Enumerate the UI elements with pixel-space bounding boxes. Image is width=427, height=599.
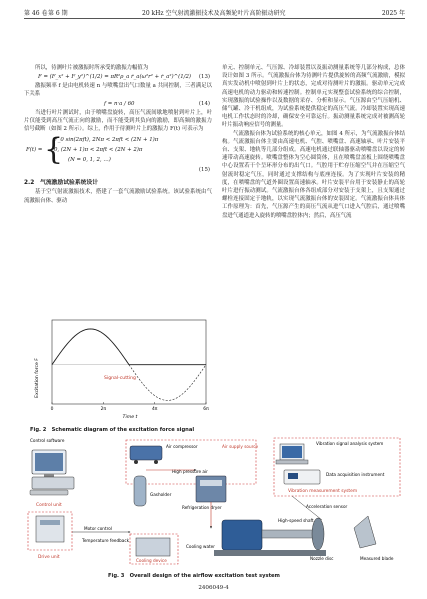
x-tick-label: 0 [50,407,54,412]
hs-shaft-label: High-speed shaft [278,518,314,523]
right-para-2: 气流激振台体为试验系统的核心单元，如图 4 所示，为气流激振台体结构。气流激振台体主要由高速电机、气腔、喷嘴盘、高速轴承、叶片安装平台、支架、地轨等几部分组成。高速电机通过联轴器驱动喷嘴盘以设定的转速带动高速旋转。喷嘴盘整体为空心圆筒体，且在喷嘴盘盖板上围绕喷嘴盘中心设置若干个呈环形分布的出气口。气腔用于贮存压缩空气并在压缩空气射流时稳定气压，同时通过支撑结构与底座连接。为了实现叶片安装的精度，在喷嘴盘的气道外圈设置高速轴承。叶片安装平台用于安装静止的高轮叶片进行振动测试。气流激振台体各组成部分对安装于支架上，且支架通过螺栓连接固定于地轨，以实现气流激振台体的安装固定。气流激振台体具体工作原理为：首先，气压源产生的高压气流从进气口进入气腔后，通过喷嘴盘进气通道进入旋转的喷嘴盘腔体内；然后，高压气流 [222,130,405,219]
high-pressure-air-label: High pressure air [172,469,208,474]
equation-14-text: f = n·a / 60 [104,100,135,107]
header-title: 20 kHz 空气射流激振技术及高频轮叶片高阶振动研究 [142,10,286,17]
section-heading: 2.2 气流激励试验系统设计 [24,180,99,187]
analysis-laptop-icon [276,444,308,464]
page-footer: 2406049-4 [198,585,229,591]
right-column [222,64,405,220]
refrigeration-dryer-icon [196,476,226,502]
left-para-3: 当进行叶片测试时，由于喷嘴盘旋转，高压气流间歇地喷射到叶片上，叶片仅能受到高压气流正向的激励，而不能受到其负向的激励，即高频的激振力信号截断（如图 2 所示）。综上，作用于待测叶片上的激振力 F(t) 可表示为 [24,109,212,133]
left-column [24,64,212,205]
figure-2-ticks [51,402,209,412]
cooling-unit-icon [136,538,170,556]
equation-13-number: (13) [198,74,210,81]
cut-off-negative-half [129,365,206,401]
figure-2-ylabel: Excitation force F [35,358,40,398]
drive-cabinet-icon [36,516,64,542]
x-tick-label: 2π [100,407,107,412]
measured-blade-label: Measured blade [360,556,394,561]
signal-cutting-label: Signal-cutting [104,376,136,381]
x-tick-label: 6π [203,407,209,412]
equation-15-lhs: F(t) = [26,147,43,154]
header-rule [24,18,405,19]
figure-2-chart [24,316,212,420]
temperature-feedback-label: Temperature feedback [82,538,130,543]
right-para-1: 单元、控制单元、气压源、冷却装置以及振动测量系统等几部分构成，总体设计如图 3 所示。气流激振台体为待测叶片提供旋转的高频气流激励，模拟真实发动机中喷射到叶片上的状态，完成对待测叶片的激振。驱动单元完成高速电机的动力驱动和转速控制。控制单元实现整套试验系统的综合控制，实现激振的试验操作以及数据的采存、分析和显示。气压源由空气压缩机、储气罐、冷干机组成，为试验系统提供稳定的高压气流。冷却装置实现高速电机工作状态时的冷却，确保安全可靠运行。振动测量系统完成对被测高轮叶片振动响应信号的测量。 [222,65,405,129]
header-year: 2025 年 [381,10,405,17]
vibration-analysis-label: Vibration signal analysis system [316,441,384,446]
control-unit-label: Control unit [36,503,62,508]
daq-instrument-icon [284,470,320,484]
excitation-signal-line [52,329,206,365]
drive-unit-label: Drive unit [38,555,60,560]
refrigeration-dryer-label: Refrigeration dryer [182,505,222,510]
figure-3-diagram [26,436,404,568]
motor-control-label: Motor control [84,526,112,531]
control-computer-icon [30,450,74,495]
cooling-water-label: Cooling water [186,544,215,549]
left-para-4: 基于空气射流激振技术，搭建了一套气流激励试验系统。该试验系统由气流激振台体、驱动 [24,189,212,204]
figure-2-axes [52,320,206,404]
equation-14 [24,99,212,109]
figure-2-caption: Fig. 2 Schematic diagram of the excitation force signal [30,427,195,433]
figure-2-xlabel: Time t [122,415,138,420]
gasholder-icon [134,476,146,506]
equation-13-text: F = (F_x² + F_y²)^(1/2) = πR²ρ_a ṙ_a(ω²r² + ṙ_a²)^(1/2) [38,74,191,81]
figure-3-caption: Fig. 3 Overall design of the airflow excitation test system [108,573,280,579]
gasholder-label: Gasholder [150,492,172,497]
header-volume: 第 46 卷 [24,10,48,17]
left-para-1: 所以，待测叶片被激振时所承受的激振力幅值为 [35,65,149,71]
test-rig-icon [214,518,326,556]
cooling-device-label: Cooling device [136,558,167,563]
equation-15-case-2: 0, (2N + 1)π < 2πft < (2N + 2)π [54,147,143,154]
x-tick-label: 4π [151,407,158,412]
equation-15: F(t) = { F_0 sin(2πft), 2Nπ < 2πft < (2N + 1)π 0, (2N + 1)π < 2πft < (2N + 2)π (N = 0, 1, 2, …) (15) [26,132,210,174]
plot-frame [52,320,206,404]
daq-label: Data acquisition instrument [326,472,385,477]
equation-15-case-3: (N = 0, 1, 2, …) [68,157,111,164]
equation-13 [24,72,212,82]
air-compressor-icon [130,446,162,464]
left-para-2: 激振频率 f 是由电机转速 n 与喷嘴盘出气口数量 a 共同控制，三者满足以下关系 [24,83,212,98]
air-compressor-label: Air compressor [166,444,198,449]
equation-15-number: (15) [198,167,210,174]
equation-15-case-1: F_0 sin(2πft), 2Nπ < 2πft < (2N + 1)π [54,137,159,144]
running-header [24,6,405,18]
equation-14-number: (14) [198,100,210,107]
measured-blade-icon [354,516,376,548]
accel-sensor-label: Acceleration sensor [306,504,348,509]
vibration-measurement-label: Vibration measurement system [288,489,358,494]
control-software-label: Control software [30,438,65,443]
nozzle-disc-label: Nozzle disc [310,556,334,561]
header-issue: 第 6 期 [48,10,68,17]
air-supply-label: Air supply source [222,444,259,449]
